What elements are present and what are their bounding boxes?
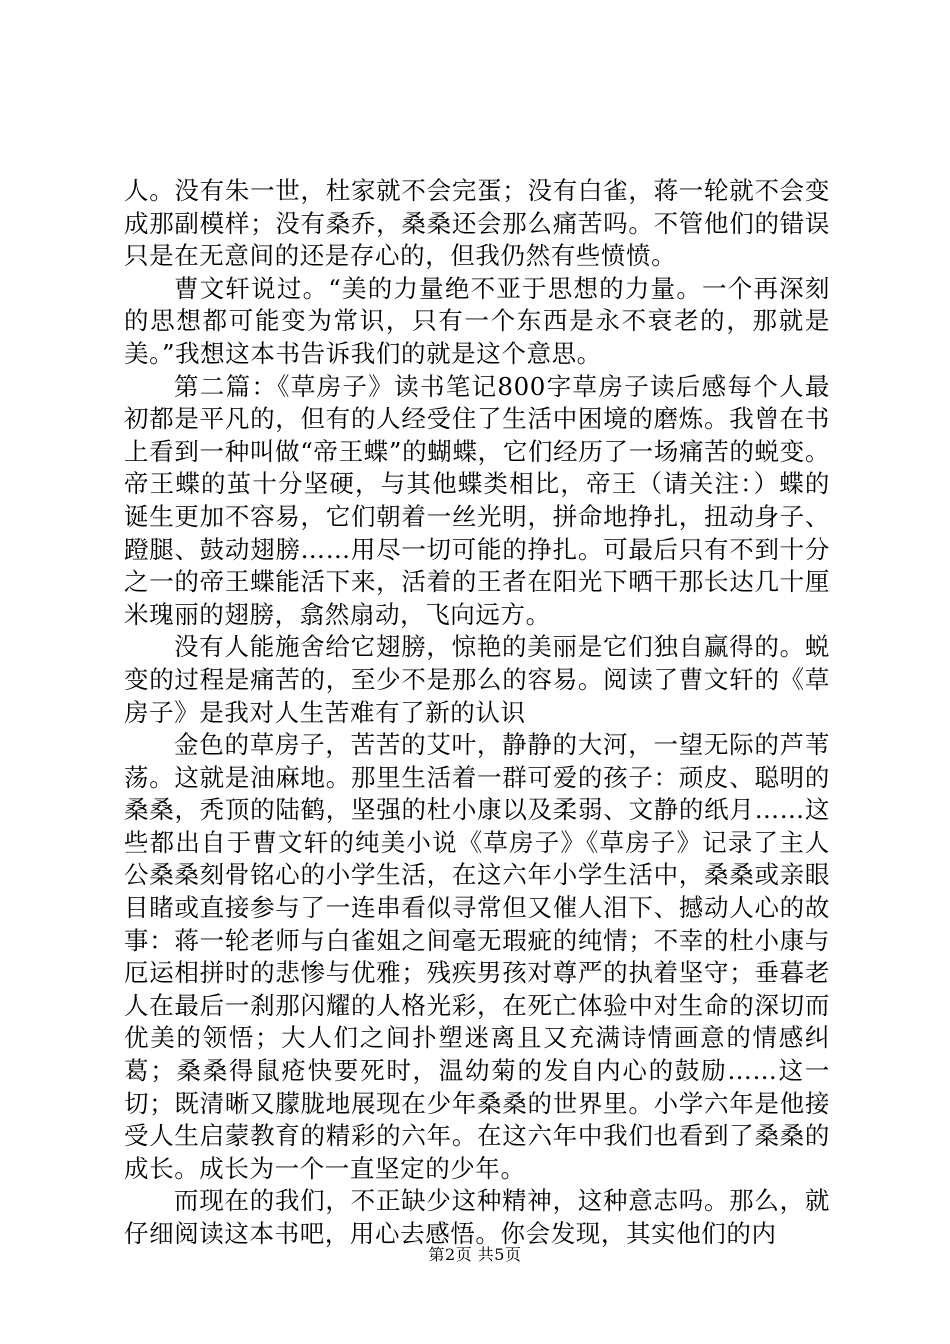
paragraph-reflection: 没有人能施舍给它翅膀，惊艳的美丽是它们独自赢得的。蜕变的过程是痛苦的，至少不是那么的容易。阅读了曹文轩的《草房子》是我对人生苦难有了新的认识 bbox=[124, 632, 830, 727]
paragraph-quote: 曹文轩说过。“美的力量绝不亚于思想的力量。一个再深刻的思想都可能变为常识，只有一个东西是永不衰老的，那就是美。”我想这本书告诉我们的就是这个意思。 bbox=[124, 273, 830, 368]
paragraph-closing: 而现在的我们，不正缺少这种精神，这种意志吗。那么，就仔细阅读这本书吧，用心去感悟。你会发现，其实他们的内 bbox=[124, 1186, 830, 1248]
paragraph-continuation: 人。没有朱一世，杜家就不会完蛋；没有白雀，蒋一轮就不会变成那副模样；没有桑乔，桑桑还会那么痛苦吗。不管他们的错误只是在无意间的还是存心的，但我仍然有些愤愤。 bbox=[124, 176, 830, 271]
paragraph-story-summary: 金色的草房子，苦苦的艾叶，静静的大河，一望无际的芦苇荡。这就是油麻地。那里生活着一群可爱的孩子：顽皮、聪明的桑桑，秃顶的陆鹤，坚强的杜小康以及柔弱、文静的纸月……这些都出自于曹文轩的纯美小说《草房子》《草房子》记录了主人公桑桑刻骨铭心的小学生活，在这六年小学生活中，桑桑或亲眼目睹或直接参与了一连串看似寻常但又催人泪下、撼动人心的故事：蒋一轮老师与白雀姐之间毫无瑕疵的纯情；不幸的杜小康与厄运相拼时的悲惨与优雅；残疾男孩对尊严的执着坚守；垂暮老人在最后一刹那闪耀的人格光彩，在死亡体验中对生命的深切而优美的领悟；大人们之间扑塑迷离且又充满诗情画意的情感纠葛；桑桑得鼠疮快要死时，温幼菊的发自内心的鼓励……这一切；既清晰又朦胧地展现在少年桑桑的世界里。小学六年是他接受人生启蒙教育的精彩的六年。在这六年中我们也看到了桑桑的成长。成长为一个一直坚定的少年。 bbox=[124, 730, 831, 1183]
paragraph-second-article: 第二篇：《草房子》读书笔记800字草房子读后感每个人最初都是平凡的，但有的人经受住了生活中困境的磨炼。我曾在书上看到一种叫做“帝王蝶”的蝴蝶，它们经历了一场痛苦的蜕变。帝王蝶的茧十分坚硬，与其他蝶类相比，帝王（请关注：）蝶的诞生更加不容易，它们朝着一丝光明，拼命地挣扎，扭动身子、蹬腿、鼓动翅膀……用尽一切可能的挣扎。可最后只有不到十分之一的帝王蝶能活下来，活着的王者在阳光下晒干那长达几十厘米瑰丽的翅膀，翕然扇动，飞向远方。 bbox=[124, 371, 830, 629]
page-number-footer: 第2页 共5页 bbox=[428, 1245, 522, 1264]
document-body bbox=[124, 175, 830, 1251]
